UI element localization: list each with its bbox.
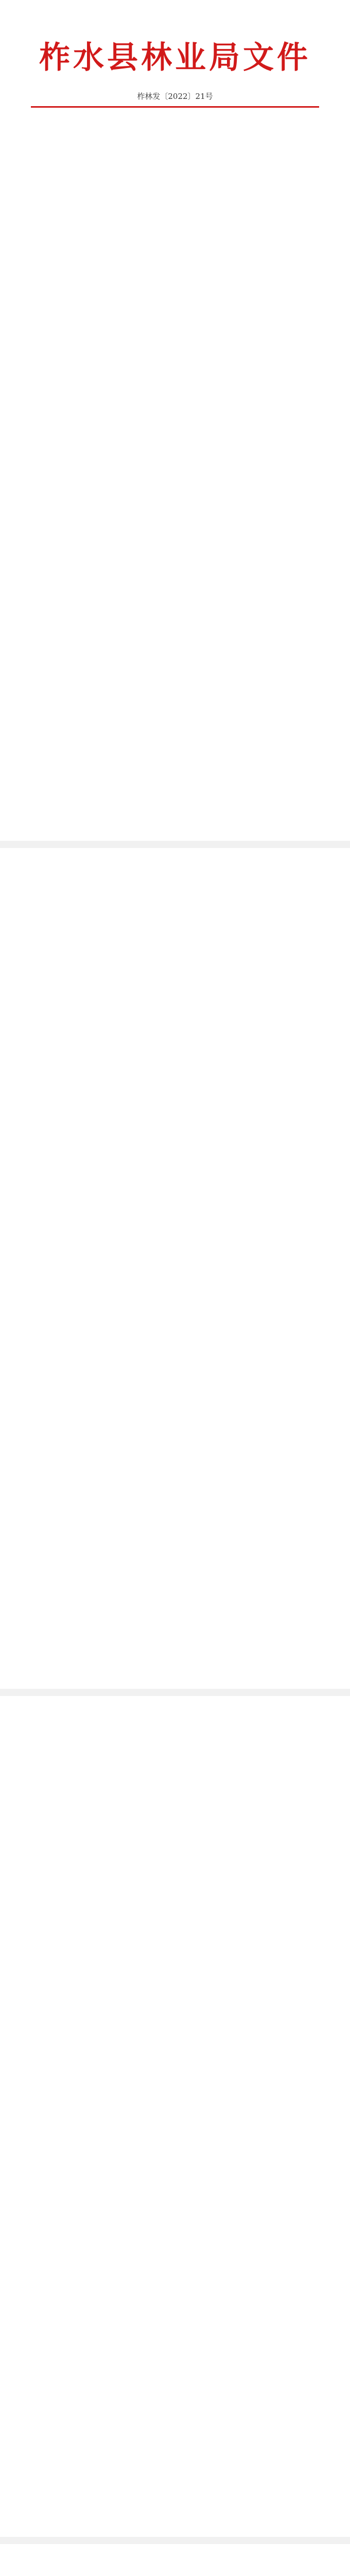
page-separator: [0, 2537, 350, 2544]
page-separator: [0, 1689, 350, 1696]
page-separator: [0, 841, 350, 848]
masthead: 柞水县林业局文件: [39, 40, 311, 76]
page-4: [0, 2544, 350, 2576]
page-1: [0, 0, 350, 841]
red-divider: [31, 106, 319, 108]
page-2: [0, 848, 350, 1689]
document-number: 柞林发〔2022〕21号: [137, 92, 213, 101]
page-3: [0, 1696, 350, 2537]
